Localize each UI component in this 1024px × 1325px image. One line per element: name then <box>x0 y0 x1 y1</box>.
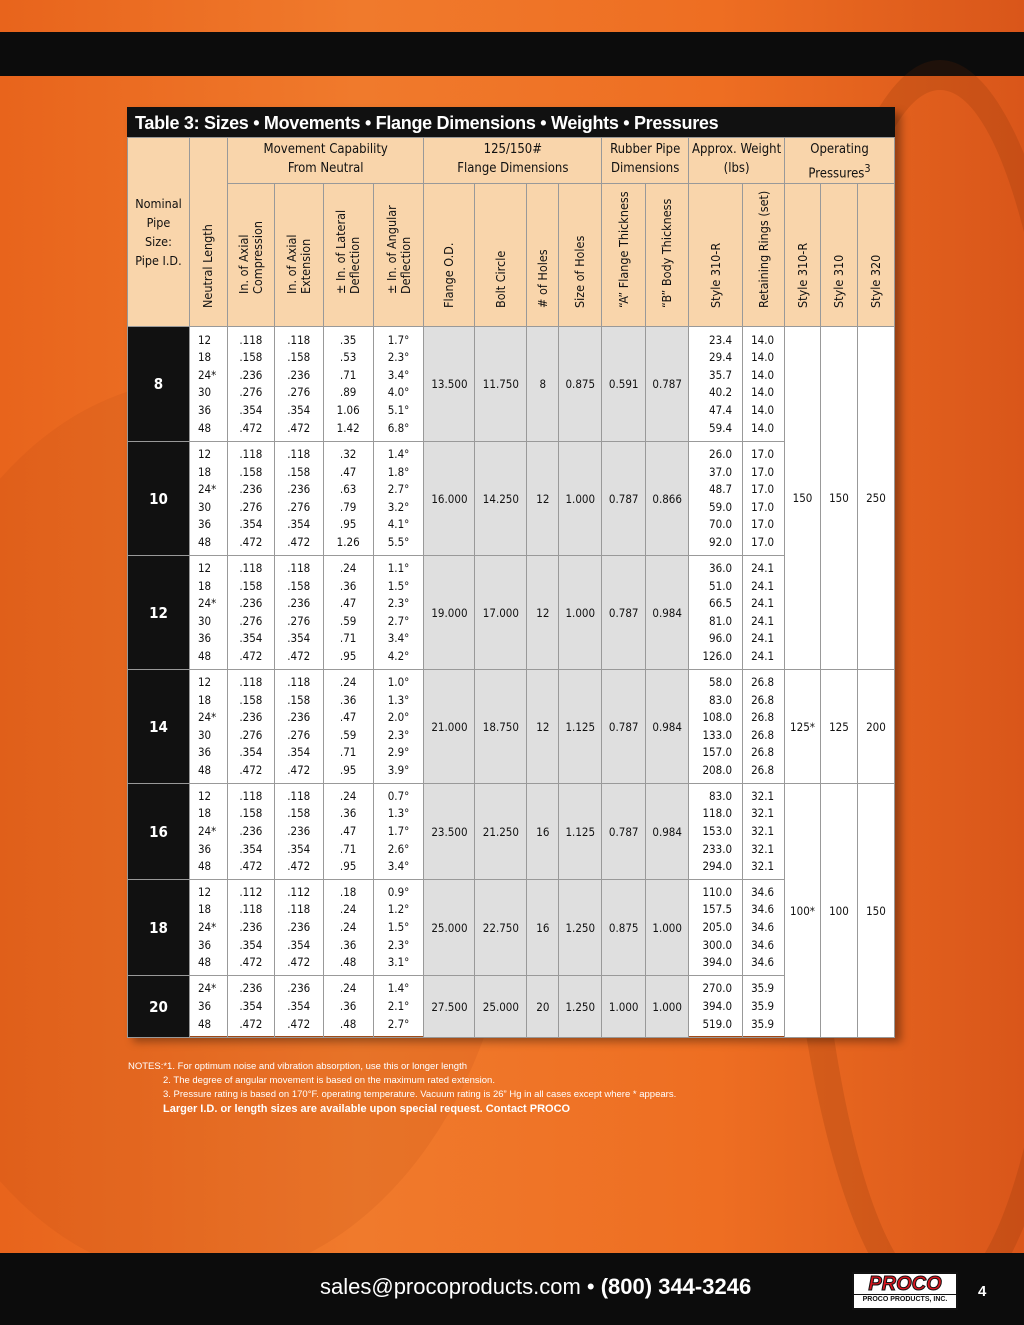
holes-cell: 16 <box>527 880 559 976</box>
neutral-length-cell: 12 18 24* 30 36 48 <box>189 327 227 442</box>
neutral-length-cell: 12 18 24* 30 36 48 <box>189 442 227 556</box>
holes-header: # of Holes <box>527 184 559 327</box>
pressure-320-cell: 200 <box>857 670 894 784</box>
bolt-circle-cell: 18.750 <box>475 670 527 784</box>
bolt-circle-cell: 17.000 <box>475 556 527 670</box>
note-3: 3. Pressure rating is based on 170°F. operating temperature. Vacuum rating is 26” Hg in all cases except where * appears. <box>163 1089 677 1100</box>
axial-extension-cell: .118 .158 .236 .276 .354 .472 <box>274 670 323 784</box>
flange-thickness-header: “A” Flange Thickness <box>602 184 646 327</box>
table-body <box>128 327 895 1038</box>
pipe-size-cell: 18 <box>128 880 190 976</box>
rubber-group-header: Rubber Pipe Dimensions <box>602 138 689 184</box>
flange-od-cell: 27.500 <box>424 976 475 1038</box>
email-link[interactable]: sales@procoproducts.com <box>320 1274 581 1299</box>
notes <box>128 1060 676 1116</box>
style320-pressure-header: Style 320 <box>857 184 894 327</box>
logo-subtitle: PROCO PRODUCTS, INC. <box>854 1294 956 1305</box>
bolt-circle-header: Bolt Circle <box>475 184 527 327</box>
pipe-size-cell: 12 <box>128 556 190 670</box>
lateral-deflection-cell: .35 .53 .71 .89 1.06 1.42 <box>323 327 373 442</box>
proco-logo <box>852 1272 958 1310</box>
retaining-rings-cell: 32.1 32.1 32.1 32.1 32.1 <box>743 784 785 880</box>
holes-cell: 12 <box>527 670 559 784</box>
neutral-length-header: Neutral Length <box>189 138 227 327</box>
flange-group-header: 125/150# Flange Dimensions <box>424 138 602 184</box>
body-thickness-cell: 1.000 <box>646 880 689 976</box>
style310r-weight-cell: 83.0 118.0 153.0 233.0 294.0 <box>689 784 743 880</box>
flange-thickness-cell: 0.787 <box>602 670 646 784</box>
size-holes-cell: 1.250 <box>559 880 602 976</box>
axial-compression-cell: .236 .354 .472 <box>227 976 274 1038</box>
flange-od-cell: 13.500 <box>424 327 475 442</box>
flange-od-cell: 16.000 <box>424 442 475 556</box>
flange-od-header: Flange O.D. <box>424 184 475 327</box>
axial-compression-cell: .118 .158 .236 .354 .472 <box>227 784 274 880</box>
angular-deflection-cell: 1.4° 2.1° 2.7° <box>373 976 424 1038</box>
neutral-length-cell: 12 18 24* 30 36 48 <box>189 556 227 670</box>
lateral-deflection-cell: .32 .47 .63 .79 .95 1.26 <box>323 442 373 556</box>
axial-extension-cell: .118 .158 .236 .276 .354 .472 <box>274 327 323 442</box>
flange-thickness-cell: 0.591 <box>602 327 646 442</box>
note-contact: Larger I.D. or length sizes are available upon special request. Contact PROCO <box>163 1103 571 1115</box>
axial-compression-cell: .118 .158 .236 .276 .354 .472 <box>227 442 274 556</box>
flange-thickness-cell: 0.875 <box>602 880 646 976</box>
pressure-320-cell: 250 <box>857 327 894 670</box>
pressure-310r-cell: 125* <box>785 670 821 784</box>
pipe-size-cell: 8 <box>128 327 190 442</box>
neutral-length-cell: 12 18 24* 30 36 48 <box>189 670 227 784</box>
angular-deflection-cell: 1.1° 1.5° 2.3° 2.7° 3.4° 4.2° <box>373 556 424 670</box>
body-thickness-cell: 0.984 <box>646 784 689 880</box>
size-holes-cell: 1.000 <box>559 556 602 670</box>
axial-compression-cell: .118 .158 .236 .276 .354 .472 <box>227 327 274 442</box>
size-holes-cell: 1.125 <box>559 784 602 880</box>
size-holes-cell: 1.250 <box>559 976 602 1038</box>
lateral-deflection-cell: .24 .36 .47 .71 .95 <box>323 784 373 880</box>
body-thickness-cell: 0.984 <box>646 556 689 670</box>
style310-pressure-header: Style 310 <box>820 184 857 327</box>
table-row <box>128 327 895 442</box>
pressure-310r-cell: 150 <box>785 327 821 670</box>
table-row <box>128 442 895 556</box>
phone-number[interactable]: (800) 344-3246 <box>600 1274 752 1299</box>
flange-od-cell: 21.000 <box>424 670 475 784</box>
axial-extension-cell: .118 .158 .236 .276 .354 .472 <box>274 442 323 556</box>
retaining-rings-cell: 35.9 35.9 35.9 <box>743 976 785 1038</box>
bolt-circle-cell: 25.000 <box>475 976 527 1038</box>
angular-deflection-cell: 0.7° 1.3° 1.7° 2.6° 3.4° <box>373 784 424 880</box>
retaining-rings-cell: 17.0 17.0 17.0 17.0 17.0 17.0 <box>743 442 785 556</box>
note-2: 2. The degree of angular movement is based on the maximum rated extension. <box>163 1075 495 1086</box>
axial-extension-cell: .112 .118 .236 .354 .472 <box>274 880 323 976</box>
top-band <box>0 32 1024 76</box>
axial-extension-header: In. of Axial Extension <box>274 184 323 327</box>
pressure-group-header: Operating Pressures$^3$ <box>785 138 895 184</box>
axial-extension-cell: .236 .354 .472 <box>274 976 323 1038</box>
holes-cell: 16 <box>527 784 559 880</box>
table-row <box>128 670 895 784</box>
pipe-size-cell: 10 <box>128 442 190 556</box>
style310r-weight-cell: 36.0 51.0 66.5 81.0 96.0 126.0 <box>689 556 743 670</box>
logo-wordmark: PROCO <box>868 1273 942 1295</box>
style310r-weight-cell: 26.0 37.0 48.7 59.0 70.0 92.0 <box>689 442 743 556</box>
bolt-circle-cell: 11.750 <box>475 327 527 442</box>
pipe-size-cell: 16 <box>128 784 190 880</box>
angular-deflection-cell: 1.4° 1.8° 2.7° 3.2° 4.1° 5.5° <box>373 442 424 556</box>
flange-od-cell: 25.000 <box>424 880 475 976</box>
lateral-deflection-cell: .24 .36 .47 .59 .71 .95 <box>323 556 373 670</box>
size-holes-cell: 1.125 <box>559 670 602 784</box>
flange-thickness-cell: 0.787 <box>602 442 646 556</box>
body-thickness-cell: 0.787 <box>646 327 689 442</box>
pipe-size-cell: 14 <box>128 670 190 784</box>
size-holes-cell: 1.000 <box>559 442 602 556</box>
lateral-deflection-header: ± In. of Lateral Deflection <box>323 184 373 327</box>
table-title: Table 3: Sizes • Movements • Flange Dimensions • Weights • Pressures <box>127 107 895 137</box>
bolt-circle-cell: 14.250 <box>475 442 527 556</box>
size-holes-cell: 0.875 <box>559 327 602 442</box>
style310r-weight-cell: 58.0 83.0 108.0 133.0 157.0 208.0 <box>689 670 743 784</box>
table-row <box>128 880 895 976</box>
angular-deflection-header: ± In. of Angular Deflection <box>373 184 424 327</box>
retaining-rings-header: Retaining Rings (set) <box>743 184 785 327</box>
lateral-deflection-cell: .24 .36 .47 .59 .71 .95 <box>323 670 373 784</box>
pipe-size-cell: 20 <box>128 976 190 1038</box>
lateral-deflection-cell: .24 .36 .48 <box>323 976 373 1038</box>
style310r-weight-cell: 23.4 29.4 35.7 40.2 47.4 59.4 <box>689 327 743 442</box>
style310r-weight-cell: 110.0 157.5 205.0 300.0 394.0 <box>689 880 743 976</box>
angular-deflection-cell: 0.9° 1.2° 1.5° 2.3° 3.1° <box>373 880 424 976</box>
axial-compression-header: In. of Axial Compression <box>227 184 274 327</box>
neutral-length-cell: 12 18 24* 36 48 <box>189 784 227 880</box>
flange-thickness-cell: 0.787 <box>602 556 646 670</box>
spec-table <box>127 137 895 1038</box>
page-number: 4 <box>978 1283 987 1300</box>
holes-cell: 8 <box>527 327 559 442</box>
pressure-310-cell: 125 <box>820 670 857 784</box>
retaining-rings-cell: 34.6 34.6 34.6 34.6 34.6 <box>743 880 785 976</box>
table-row <box>128 556 895 670</box>
flange-thickness-cell: 0.787 <box>602 784 646 880</box>
footer-contact <box>320 1274 751 1300</box>
bolt-circle-cell: 21.250 <box>475 784 527 880</box>
movement-group-header: Movement Capability From Neutral <box>227 138 424 184</box>
retaining-rings-cell: 26.8 26.8 26.8 26.8 26.8 26.8 <box>743 670 785 784</box>
angular-deflection-cell: 1.7° 2.3° 3.4° 4.0° 5.1° 6.8° <box>373 327 424 442</box>
axial-compression-cell: .118 .158 .236 .276 .354 .472 <box>227 556 274 670</box>
body-thickness-header: “B” Body Thickness <box>646 184 689 327</box>
note-1: NOTES:*1. For optimum noise and vibration absorption, use this or longer length <box>128 1061 468 1072</box>
style310r-weight-header: Style 310-R <box>689 184 743 327</box>
style310r-pressure-header: Style 310-R <box>785 184 821 327</box>
neutral-length-cell: 24* 36 48 <box>189 976 227 1038</box>
holes-cell: 12 <box>527 442 559 556</box>
flange-od-cell: 19.000 <box>424 556 475 670</box>
bolt-circle-cell: 22.750 <box>475 880 527 976</box>
retaining-rings-cell: 14.0 14.0 14.0 14.0 14.0 14.0 <box>743 327 785 442</box>
weight-group-header: Approx. Weight (lbs) <box>689 138 785 184</box>
pressure-320-cell: 150 <box>857 784 894 1038</box>
holes-cell: 12 <box>527 556 559 670</box>
axial-extension-cell: .118 .158 .236 .276 .354 .472 <box>274 556 323 670</box>
pressure-310-cell: 150 <box>820 327 857 670</box>
holes-cell: 20 <box>527 976 559 1038</box>
table-row <box>128 976 895 1038</box>
table-row <box>128 784 895 880</box>
flange-od-cell: 23.500 <box>424 784 475 880</box>
lateral-deflection-cell: .18 .24 .24 .36 .48 <box>323 880 373 976</box>
axial-extension-cell: .118 .158 .236 .354 .472 <box>274 784 323 880</box>
axial-compression-cell: .118 .158 .236 .276 .354 .472 <box>227 670 274 784</box>
size-holes-header: Size of Holes <box>559 184 602 327</box>
pressure-310r-cell: 100* <box>785 784 821 1038</box>
table-card <box>127 107 895 1036</box>
body-thickness-cell: 0.866 <box>646 442 689 556</box>
body-thickness-cell: 1.000 <box>646 976 689 1038</box>
angular-deflection-cell: 1.0° 1.3° 2.0° 2.3° 2.9° 3.9° <box>373 670 424 784</box>
nominal-size-header: Nominal Pipe Size: Pipe I.D. <box>128 138 190 327</box>
style310r-weight-cell: 270.0 394.0 519.0 <box>689 976 743 1038</box>
retaining-rings-cell: 24.1 24.1 24.1 24.1 24.1 24.1 <box>743 556 785 670</box>
separator: • <box>586 1274 595 1299</box>
axial-compression-cell: .112 .118 .236 .354 .472 <box>227 880 274 976</box>
flange-thickness-cell: 1.000 <box>602 976 646 1038</box>
neutral-length-cell: 12 18 24* 36 48 <box>189 880 227 976</box>
body-thickness-cell: 0.984 <box>646 670 689 784</box>
pressure-310-cell: 100 <box>820 784 857 1038</box>
